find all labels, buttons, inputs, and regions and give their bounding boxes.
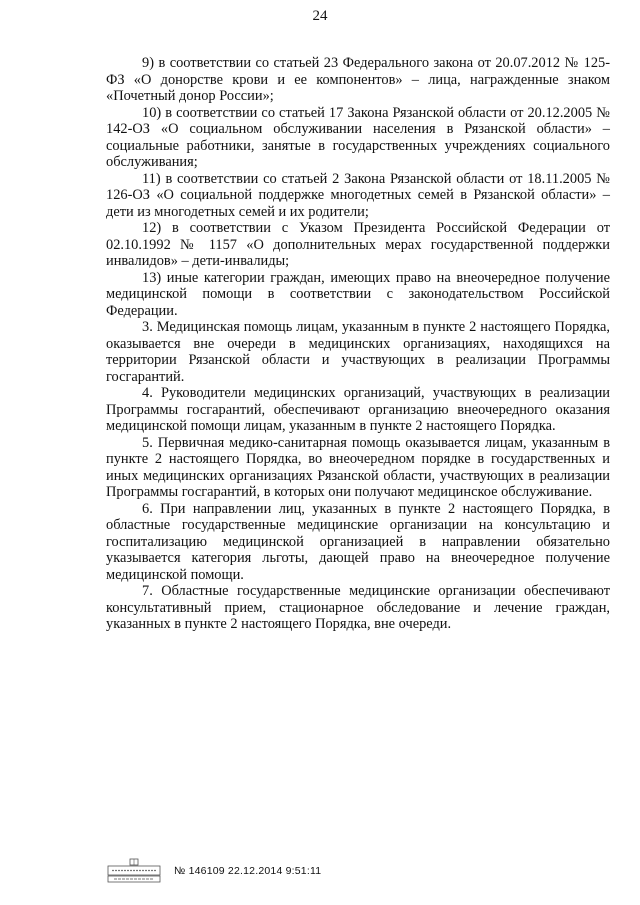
paragraph-clause-3: 3. Медицинская помощь лицам, указанным в пункте 2 настоящего Порядка, оказывается вне очереди в медицинских организациях, находящихся на территории Рязанской области и участвующих в реализации Программы госгарантий. [106, 319, 610, 385]
paragraph-clause-7: 7. Областные государственные медицинские организации обеспечивают консультативный прием, стационарное обследование и лечение граждан, указанных в пункте 2 настоящего Порядка, вне очереди. [106, 583, 610, 632]
footer-reference: № 146109 22.12.2014 9:51:11 [174, 865, 322, 877]
paragraph-item-12: 12) в соответствии с Указом Президента Российской Федерации от 02.10.1992 № 1157 «О дополнительных мерах государственной поддержки инвалидов» – дети-инвалиды; [106, 220, 610, 269]
paragraph-item-10: 10) в соответствии со статьей 17 Закона Рязанской области от 20.12.2005 № 142-ОЗ «О социальном обслуживании населения в Рязанской области» – социальные работники, занятые в государственных учреждениях социального обслуживания; [106, 104, 610, 170]
document-body [106, 55, 610, 633]
paragraph-clause-4: 4. Руководители медицинских организаций, участвующих в реализации Программы госгарантий, обеспечивают организацию внеочередного оказания медицинской помощи лицам, указанным в пункте 2 настоящего Порядка. [106, 385, 610, 434]
registry-stamp-icon [106, 858, 162, 884]
page-number: 24 [312, 8, 328, 24]
footer [106, 858, 321, 884]
paragraph-clause-6: 6. При направлении лиц, указанных в пункте 2 настоящего Порядка, в областные государственные медицинские организации на консультацию и госпитализацию медицинской организацией в направлении обязательно указывается категория льготы, дающей право на внеочередное получение медицинской помощи. [106, 500, 610, 583]
paragraph-item-13: 13) иные категории граждан, имеющих право на внеочередное получение медицинской помощи в соответствии с законодательством Российской Федерации. [106, 269, 610, 319]
paragraph-clause-5: 5. Первичная медико-санитарная помощь оказывается лицам, указанным в пункте 2 настоящего Порядка, во внеочередном порядке в государственных и иных медицинских организациях Рязанской области, участвующих в реализации Программы госгарантий, в которых они получают медицинское обслуживание. [106, 434, 610, 500]
paragraph-item-11: 11) в соответствии со статьей 2 Закона Рязанской области от 18.11.2005 № 126-ОЗ «О социальной поддержке многодетных семей в Рязанской области» – дети из многодетных семей и их родители; [106, 170, 610, 220]
paragraph-item-9: 9) в соответствии со статьей 23 Федерального закона от 20.07.2012 № 125-ФЗ «О донорстве крови и ее компонентов» – лица, награжденные знаком «Почетный донор России»; [106, 55, 610, 104]
